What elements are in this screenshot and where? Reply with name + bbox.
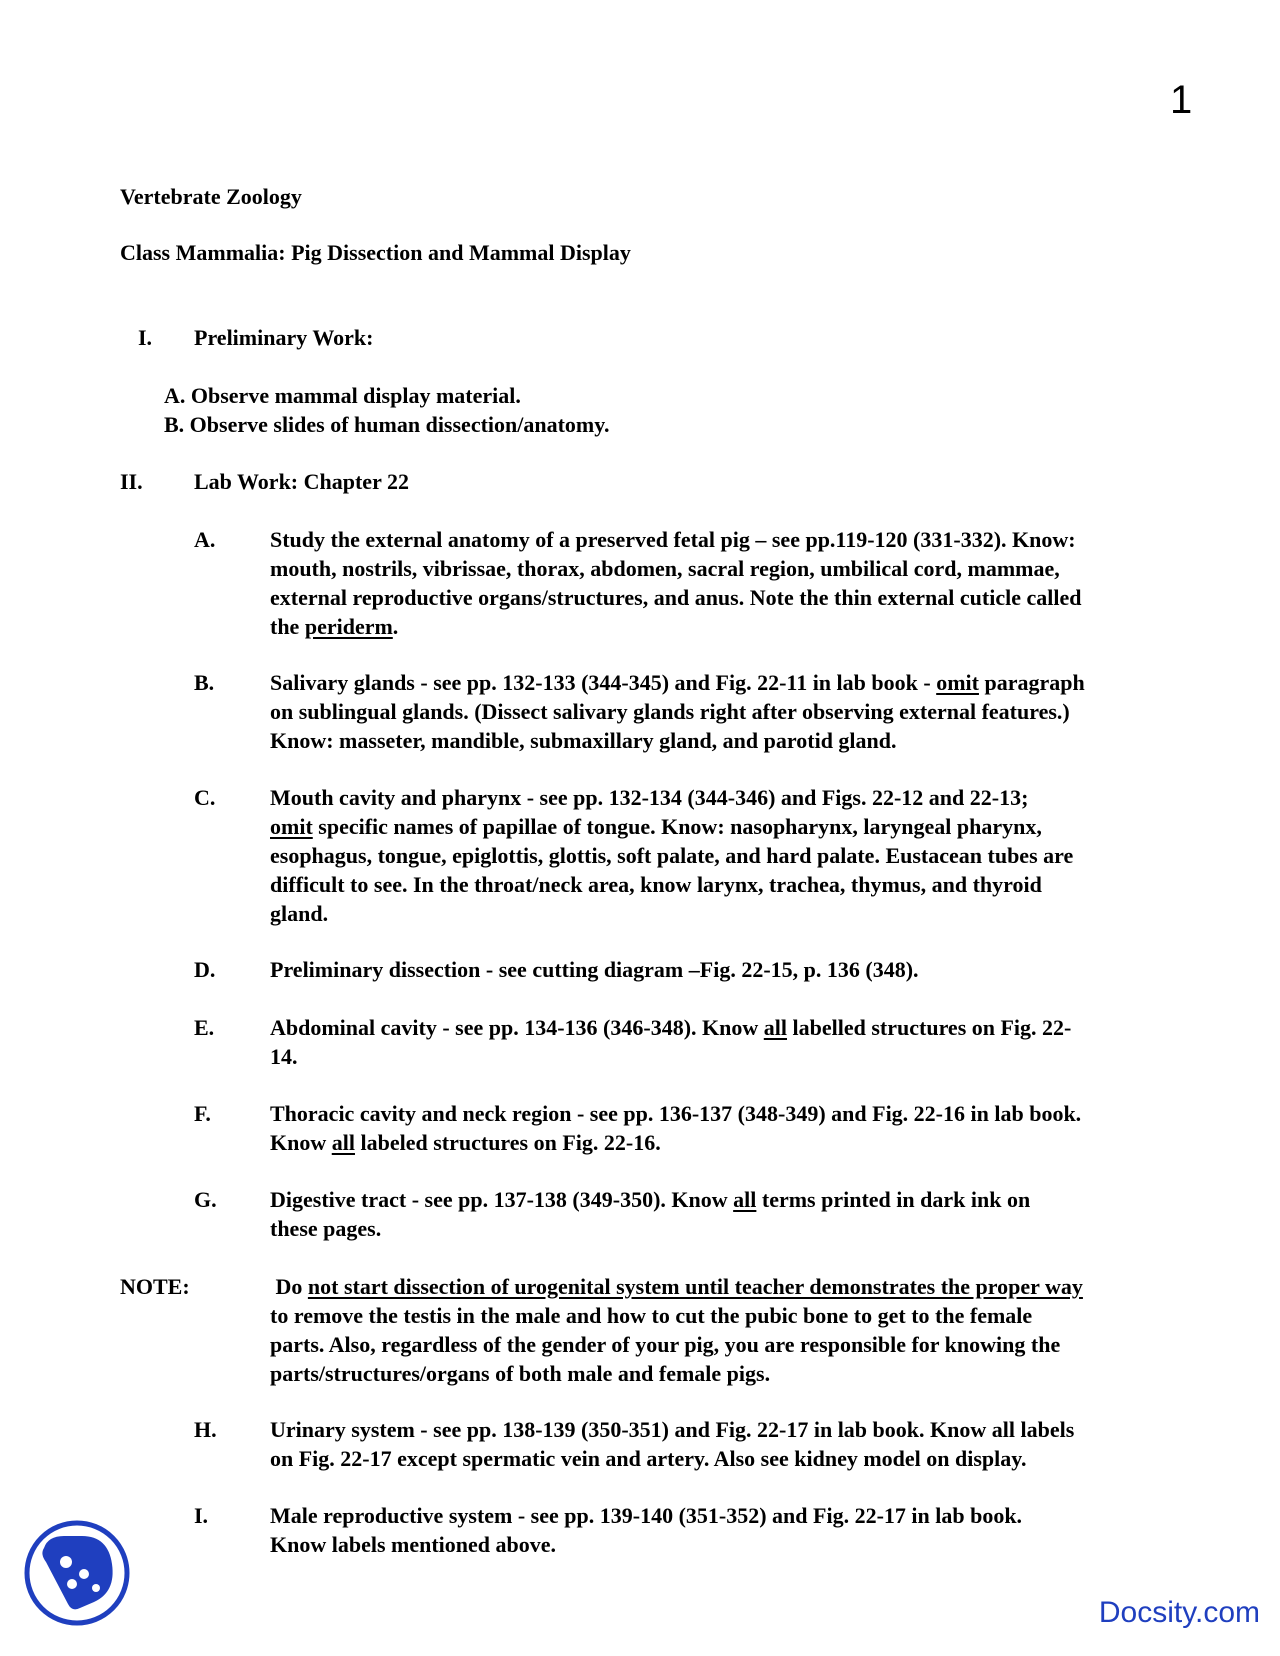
- note-text: [270, 1272, 1210, 1388]
- item-a-line-4-pre: the: [270, 614, 305, 639]
- item-e-line-1-post: labelled structures on Fig. 22-: [787, 1015, 1072, 1040]
- item-c-line-2: [270, 812, 1210, 841]
- note-line-1: [270, 1272, 1210, 1301]
- all-emphasis: all: [733, 1187, 757, 1212]
- item-a-text: [270, 525, 1210, 641]
- item-e-text: [270, 1013, 1210, 1071]
- item-h-text: [270, 1415, 1210, 1473]
- item-b-line-1-post: paragraph: [978, 670, 1085, 695]
- note-label: NOTE:: [120, 1274, 190, 1299]
- item-d-text: [270, 955, 1210, 984]
- item-a-line-2: mouth, nostrils, vibrissae, thorax, abdomen, sacral region, umbilical cord, mammae,: [270, 556, 1060, 581]
- item-h-line-2: on Fig. 22-17 except spermatic vein and artery. Also see kidney model on display.: [270, 1446, 1027, 1471]
- note-line-3: parts. Also, regardless of the gender of your pig, you are responsible for knowing the: [270, 1332, 1061, 1357]
- item-c-text: [270, 783, 1210, 928]
- note-line-4: parts/structures/organs of both male and female pigs.: [270, 1361, 771, 1386]
- item-b-line-3: Know: masseter, mandible, submaxillary gland, and parotid gland.: [270, 728, 897, 753]
- docsity-watermark[interactable]: Docsity.com: [1098, 1596, 1260, 1629]
- periderm-term: periderm: [304, 614, 393, 639]
- item-e-letter: E.: [194, 1015, 215, 1040]
- note-warning-emphasis: not start dissection of urogenital system until teacher demonstrates the proper way: [307, 1274, 1083, 1299]
- item-g-line-1-pre: Digestive tract - see pp. 137-138 (349-350). Know: [270, 1187, 734, 1212]
- item-e-line-1-pre: Abdominal cavity - see pp. 134-136 (346-348). Know: [270, 1015, 764, 1040]
- section-2-heading: Lab Work: Chapter 22: [194, 469, 409, 494]
- item-f-line-2: [270, 1128, 1210, 1157]
- course-title: Vertebrate Zoology: [120, 184, 302, 209]
- item-a-line-4-post: .: [392, 614, 399, 639]
- item-c-line-5: gland.: [270, 901, 329, 926]
- document-title: Class Mammalia: Pig Dissection and Mammal Display: [120, 240, 631, 265]
- all-emphasis: all: [331, 1130, 355, 1155]
- item-e-line-2: 14.: [270, 1044, 298, 1069]
- page-number: 1: [1170, 78, 1193, 122]
- item-g-line-2: these pages.: [270, 1216, 382, 1241]
- item-d-line-1: Preliminary dissection - see cutting diagram –Fig. 22-15, p. 136 (348).: [270, 957, 919, 982]
- item-i-letter: I.: [194, 1503, 209, 1528]
- item-i-line-2: Know labels mentioned above.: [270, 1532, 557, 1557]
- item-h-letter: H.: [194, 1417, 217, 1442]
- item-b-text: [270, 668, 1210, 755]
- item-b-letter: B.: [194, 670, 215, 695]
- item-d-letter: D.: [194, 957, 216, 982]
- section-1-numeral: I.: [138, 325, 153, 350]
- section-1-item-a: A. Observe mammal display material.: [164, 383, 521, 408]
- item-f-text: [270, 1099, 1210, 1157]
- item-f-line-1: Thoracic cavity and neck region - see pp. 136-137 (348-349) and Fig. 22-16 in lab book.: [270, 1101, 1082, 1126]
- note-line-2: to remove the testis in the male and how to cut the pubic bone to get to the female: [270, 1303, 1033, 1328]
- section-1-heading: Preliminary Work:: [194, 325, 374, 350]
- item-c-line-2-post: specific names of papillae of tongue. Know: nasopharynx, laryngeal pharynx,: [312, 814, 1042, 839]
- item-g-line-1: [270, 1185, 1210, 1214]
- item-c-letter: C.: [194, 785, 216, 810]
- item-g-letter: G.: [194, 1187, 217, 1212]
- section-1-item-b: B. Observe slides of human dissection/anatomy.: [164, 412, 610, 437]
- docsity-logo-icon: [22, 1518, 132, 1628]
- item-i-text: [270, 1501, 1210, 1559]
- item-b-line-1-pre: Salivary glands - see pp. 132-133 (344-345) and Fig. 22-11 in lab book -: [270, 670, 937, 695]
- all-emphasis: all: [763, 1015, 788, 1040]
- item-i-line-1: Male reproductive system - see pp. 139-140 (351-352) and Fig. 22-17 in lab book.: [270, 1503, 1023, 1528]
- item-f-line-2-pre: Know: [270, 1130, 332, 1155]
- item-f-line-2-post: labeled structures on Fig. 22-16.: [354, 1130, 661, 1155]
- item-a-line-4: [270, 612, 1210, 641]
- item-b-line-1: [270, 668, 1210, 697]
- item-c-line-1: Mouth cavity and pharynx - see pp. 132-134 (344-346) and Figs. 22-12 and 22-13;: [270, 785, 1029, 810]
- item-a-line-1: Study the external anatomy of a preserved fetal pig – see pp.119-120 (331-332). Know:: [270, 527, 1076, 552]
- item-g-text: [270, 1185, 1210, 1243]
- item-g-line-1-post: terms printed in dark ink on: [756, 1187, 1031, 1212]
- item-a-line-3: external reproductive organs/structures, and anus. Note the thin external cuticle called: [270, 585, 1082, 610]
- item-a-letter: A.: [194, 527, 216, 552]
- item-c-line-3: esophagus, tongue, epiglottis, glottis, soft palate, and hard palate. Eustacean tubes are: [270, 843, 1074, 868]
- item-f-letter: F.: [194, 1101, 211, 1126]
- omit-emphasis: omit: [936, 670, 979, 695]
- item-b-line-2: on sublingual glands. (Dissect salivary glands right after observing external features.): [270, 699, 1070, 724]
- omit-emphasis: omit: [270, 814, 313, 839]
- section-2-numeral: II.: [120, 469, 143, 494]
- item-h-line-1: Urinary system - see pp. 138-139 (350-351) and Fig. 22-17 in lab book. Know all labels: [270, 1417, 1075, 1442]
- item-c-line-4: difficult to see. In the throat/neck area, know larynx, trachea, thymus, and thyroid: [270, 872, 1042, 897]
- item-e-line-1: [270, 1013, 1210, 1042]
- note-line-1-pre: Do: [270, 1274, 308, 1299]
